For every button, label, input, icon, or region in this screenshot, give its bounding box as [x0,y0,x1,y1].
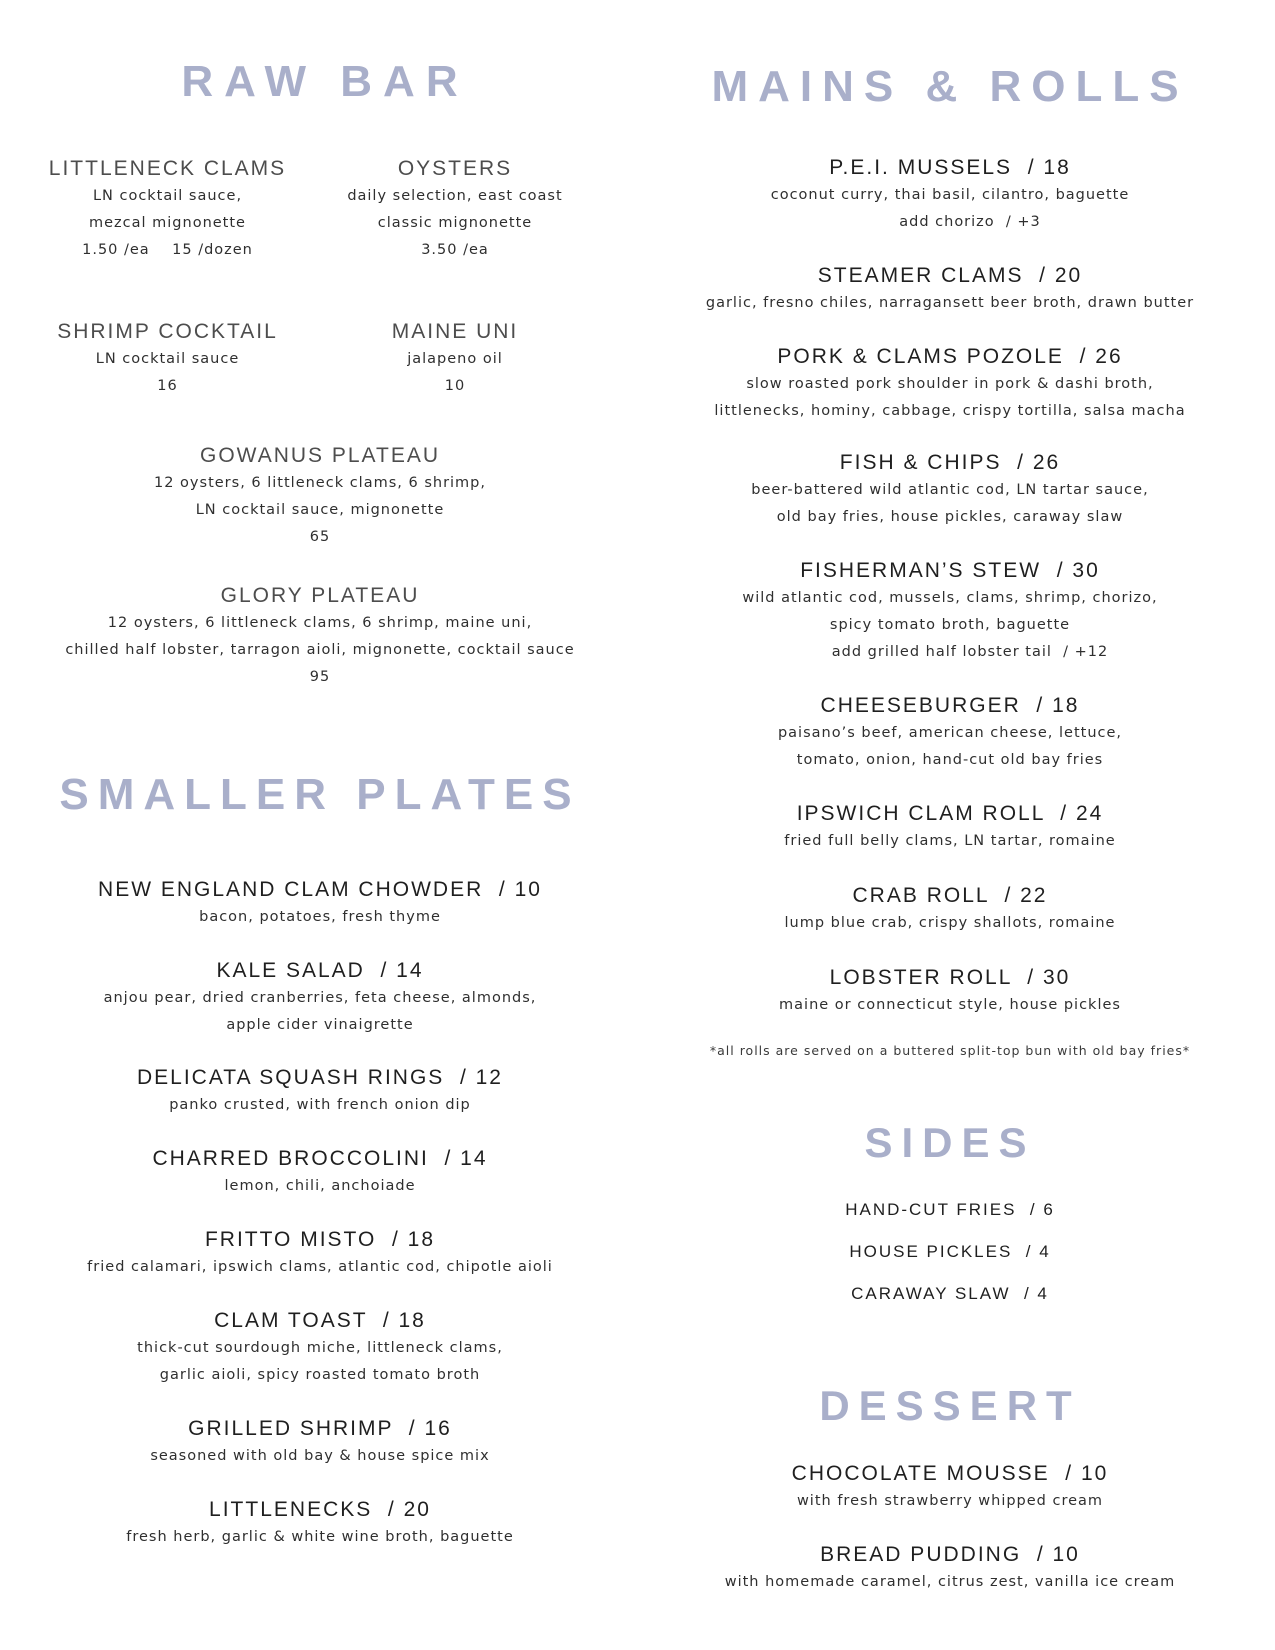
item-desc: classic mignonette [377,215,533,231]
item-desc: LN cocktail sauce [95,351,240,367]
item-name: IPSWICH CLAM ROLL / 24 [796,802,1104,825]
smaller-plates-item [20,876,620,931]
rolls-footnote: *all rolls are served on a buttered split-top bun with old bay fries* [709,1043,1191,1058]
item-desc: with homemade caramel, citrus zest, vanilla ice cream [724,1574,1176,1590]
item-desc: fried calamari, ipswich clams, atlantic cod, chipotle aioli [87,1259,553,1275]
mains-item [660,800,1240,855]
side-item: HOUSE PICKLES / 4 [849,1242,1051,1261]
item-name: SHRIMP COCKTAIL [57,320,278,343]
item-desc: seasoned with old bay & house spice mix [150,1448,490,1464]
item-desc: spicy tomato broth, baguette [829,617,1071,633]
item-name: LITTLENECKS / 20 [209,1498,431,1521]
raw-bar-shrimp-cocktail [40,318,295,400]
item-desc: daily selection, east coast [347,188,563,204]
item-name: FRITTO MISTO / 18 [204,1228,436,1251]
smaller-plates-item [20,1307,620,1389]
mains-item [660,964,1240,1019]
raw-bar-gowanus-plateau [40,442,600,551]
item-desc: maine or connecticut style, house pickles [779,997,1121,1013]
item-price: 3.50 /ea [421,242,489,258]
item-desc: thick-cut sourdough miche, littleneck clams, [137,1340,503,1356]
item-name: CLAM TOAST / 18 [214,1309,426,1332]
item-desc: tomato, onion, hand-cut old bay fries [796,752,1104,768]
raw-bar-oysters [310,155,600,264]
item-name: GLORY PLATEAU [220,584,420,607]
item-name: DELICATA SQUASH RINGS / 12 [137,1066,503,1089]
item-desc: old bay fries, house pickles, caraway slaw [776,509,1124,525]
item-name: FISHERMAN’S STEW / 30 [800,559,1100,582]
raw-bar-littleneck-clams [40,155,295,264]
mains-item [660,343,1240,425]
item-desc: LN cocktail sauce, mignonette [195,502,445,518]
item-desc: 12 oysters, 6 littleneck clams, 6 shrimp, [154,475,486,491]
item-desc: garlic, fresno chiles, narragansett beer broth, drawn butter [705,295,1195,311]
side-item: HAND-CUT FRIES / 6 [845,1200,1055,1219]
mains-item [660,882,1240,937]
smaller-plates-item [20,957,620,1039]
item-name: KALE SALAD / 14 [216,959,424,982]
item-price: 95 [309,669,331,685]
item-desc: bacon, potatoes, fresh thyme [199,909,441,925]
mains-rolls-title: MAINS & ROLLS [711,62,1189,111]
item-name: CHARRED BROCCOLINI / 14 [152,1147,488,1170]
mains-item [660,154,1240,236]
smaller-plates-title: SMALLER PLATES [59,770,581,819]
item-price: 65 [309,529,331,545]
item-price: 1.50 /ea 15 /dozen [82,242,253,258]
mains-item [660,449,1240,531]
item-addon: add chorizo / +3 [899,214,1041,230]
item-name: MAINE UNI [391,320,519,343]
raw-bar-maine-uni [310,318,600,400]
smaller-plates-item [20,1415,620,1470]
item-name: STEAMER CLAMS / 20 [817,264,1083,287]
item-desc: with fresh strawberry whipped cream [796,1493,1104,1509]
item-name: GOWANUS PLATEAU [199,444,441,467]
side-item: CARAWAY SLAW / 4 [851,1284,1049,1303]
dessert-item [660,1541,1240,1596]
item-desc: beer-battered wild atlantic cod, LN tartar sauce, [751,482,1149,498]
item-desc: 12 oysters, 6 littleneck clams, 6 shrimp, maine uni, [107,615,533,631]
item-desc: wild atlantic cod, mussels, clams, shrimp, chorizo, [742,590,1158,606]
item-name: LOBSTER ROLL / 30 [829,966,1071,989]
item-addon: add grilled half lobster tail / +12 [831,644,1109,660]
item-name: GRILLED SHRIMP / 16 [188,1417,452,1440]
item-desc: anjou pear, dried cranberries, feta cheese, almonds, [103,990,537,1006]
item-desc: panko crusted, with french onion dip [169,1097,471,1113]
smaller-plates-item [20,1226,620,1281]
item-desc: fresh herb, garlic & white wine broth, baguette [126,1529,514,1545]
item-desc: slow roasted pork shoulder in pork & dashi broth, [746,376,1154,392]
item-desc: fried full belly clams, LN tartar, romaine [784,833,1116,849]
item-desc: jalapeno oil [407,351,503,367]
smaller-plates-item [20,1145,620,1200]
item-name: BREAD PUDDING / 10 [820,1543,1080,1566]
item-desc: mezcal mignonette [89,215,246,231]
item-name: CRAB ROLL / 22 [852,884,1048,907]
mains-item [660,262,1240,317]
mains-item [660,557,1240,666]
item-name: CHEESEBURGER / 18 [820,694,1080,717]
item-name: CHOCOLATE MOUSSE / 10 [791,1462,1109,1485]
item-desc: apple cider vinaigrette [226,1017,414,1033]
item-name: OYSTERS [397,157,513,180]
dessert-title: DESSERT [819,1382,1081,1429]
item-desc: coconut curry, thai basil, cilantro, baguette [770,187,1130,203]
item-name: FISH & CHIPS / 26 [839,451,1061,474]
sides-title: SIDES [864,1119,1036,1166]
smaller-plates-item [20,1064,620,1119]
item-price: 16 [157,378,178,394]
raw-bar-title: RAW BAR [181,57,469,106]
item-desc: garlic aioli, spicy roasted tomato broth [159,1367,481,1383]
item-desc: littlenecks, hominy, cabbage, crispy tortilla, salsa macha [714,403,1186,419]
item-name: LITTLENECK CLAMS [48,157,287,180]
item-desc: paisano’s beef, american cheese, lettuce, [777,725,1123,741]
item-name: PORK & CLAMS POZOLE / 26 [777,345,1123,368]
item-desc: lemon, chili, anchoiade [224,1178,416,1194]
item-desc: chilled half lobster, tarragon aioli, mignonette, cocktail sauce [65,642,575,658]
dessert-item [660,1460,1240,1515]
mains-item [660,692,1240,774]
raw-bar-glory-plateau [40,582,600,691]
item-name: P.E.I. MUSSELS / 18 [829,156,1071,179]
item-price: 10 [444,378,466,394]
item-desc: lump blue crab, crispy shallots, romaine [784,915,1116,931]
item-name: NEW ENGLAND CLAM CHOWDER / 10 [98,878,542,901]
item-desc: LN cocktail sauce, [92,188,243,204]
smaller-plates-item [20,1496,620,1551]
